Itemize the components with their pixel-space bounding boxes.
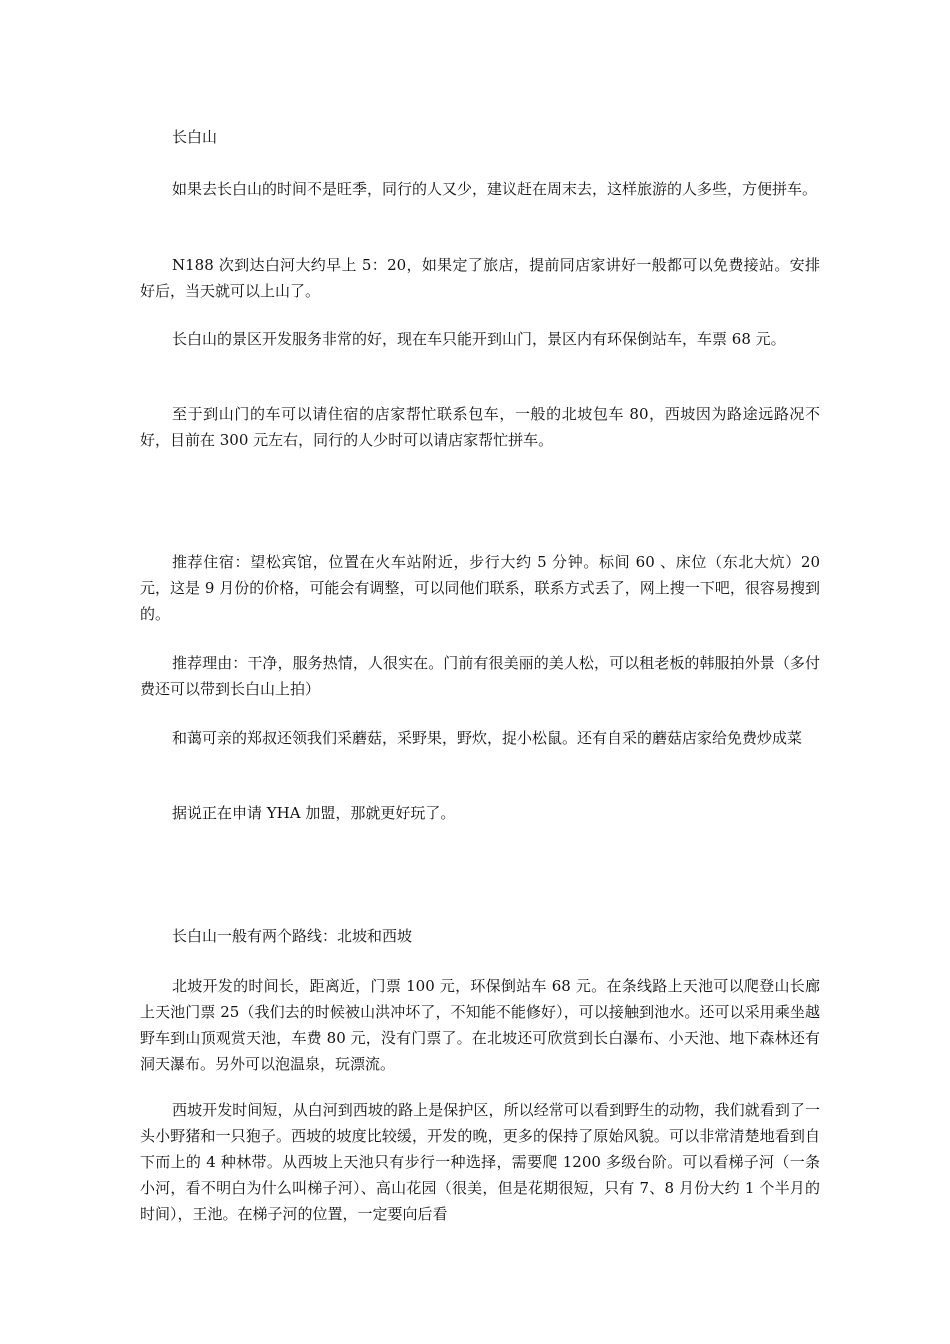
paragraph: 推荐理由：干净，服务热情，人很实在。门前有很美丽的美人松，可以租老板的韩服拍外景（多付费还可以带到长白山上拍） bbox=[140, 654, 820, 698]
paragraph: 和蔼可亲的郑叔还领我们采蘑菇，采野果，野炊，捉小松鼠。还有自采的蘑菇店家给免费炒成菜 bbox=[172, 729, 803, 747]
paragraph: 至于到山门的车可以请住宿的店家帮忙联系包车，一般的北坡包车 80，西坡因为路途远路况不好，目前在 300 元左右，同行的人少时可以请店家帮忙拼车。 bbox=[140, 405, 820, 449]
paragraph: 推荐住宿：望松宾馆，位置在火车站附近，步行大约 5 分钟。标间 60 、床位（东北大炕）20 元，这是 9 月份的价格，可能会有调整，可以同他们联系，联系方式丢了，网上搜一下吧，很容易搜到的。 bbox=[140, 553, 820, 623]
section-title: 长白山一般有两个路线：北坡和西坡 bbox=[172, 927, 413, 945]
paragraph: 长白山的景区开发服务非常的好，现在车只能开到山门，景区内有环保倒站车，车票 68 元。 bbox=[172, 330, 786, 348]
paragraph: 如果去长白山的时间不是旺季，同行的人又少，建议赶在周末去，这样旅游的人多些，方便拼车。 bbox=[172, 180, 818, 198]
paragraph: 据说正在申请 YHA 加盟，那就更好玩了。 bbox=[172, 804, 456, 822]
section-title: 长白山 bbox=[172, 128, 218, 146]
paragraph: N188 次到达白河大约早上 5：20，如果定了旅店，提前同店家讲好一般都可以免费接站。安排好后，当天就可以上山了。 bbox=[140, 256, 820, 300]
paragraph: 西坡开发时间短，从白河到西坡的路上是保护区，所以经常可以看到野生的动物，我们就看到了一头小野猪和一只狍子。西坡的坡度比较缓，开发的晚，更多的保持了原始风貌。可以非常清楚地看到自下而上的 4 种林带。从西坡上天池只有步行一种选择，需要爬 1200 多级台阶。可以看梯子河（一条小河，看不明白为什么叫梯子河）、高山花园（很美，但是花期很短，只有 7、8 月份大约 1 个半月的时间），王池。在梯子河的位置，一定要向后看 bbox=[140, 1101, 820, 1223]
paragraph: 北坡开发的时间长，距离近，门票 100 元，环保倒站车 68 元。在条线路上天池可以爬登山长廊上天池门票 25（我们去的时候被山洪冲坏了，不知能不能修好），可以接触到池水。还可以采用乘坐越野车到山顶观赏天池，车费 80 元，没有门票了。在北坡还可欣赏到长白瀑布、小天池、地下森林还有洞天瀑布。另外可以泡温泉，玩漂流。 bbox=[140, 977, 820, 1073]
